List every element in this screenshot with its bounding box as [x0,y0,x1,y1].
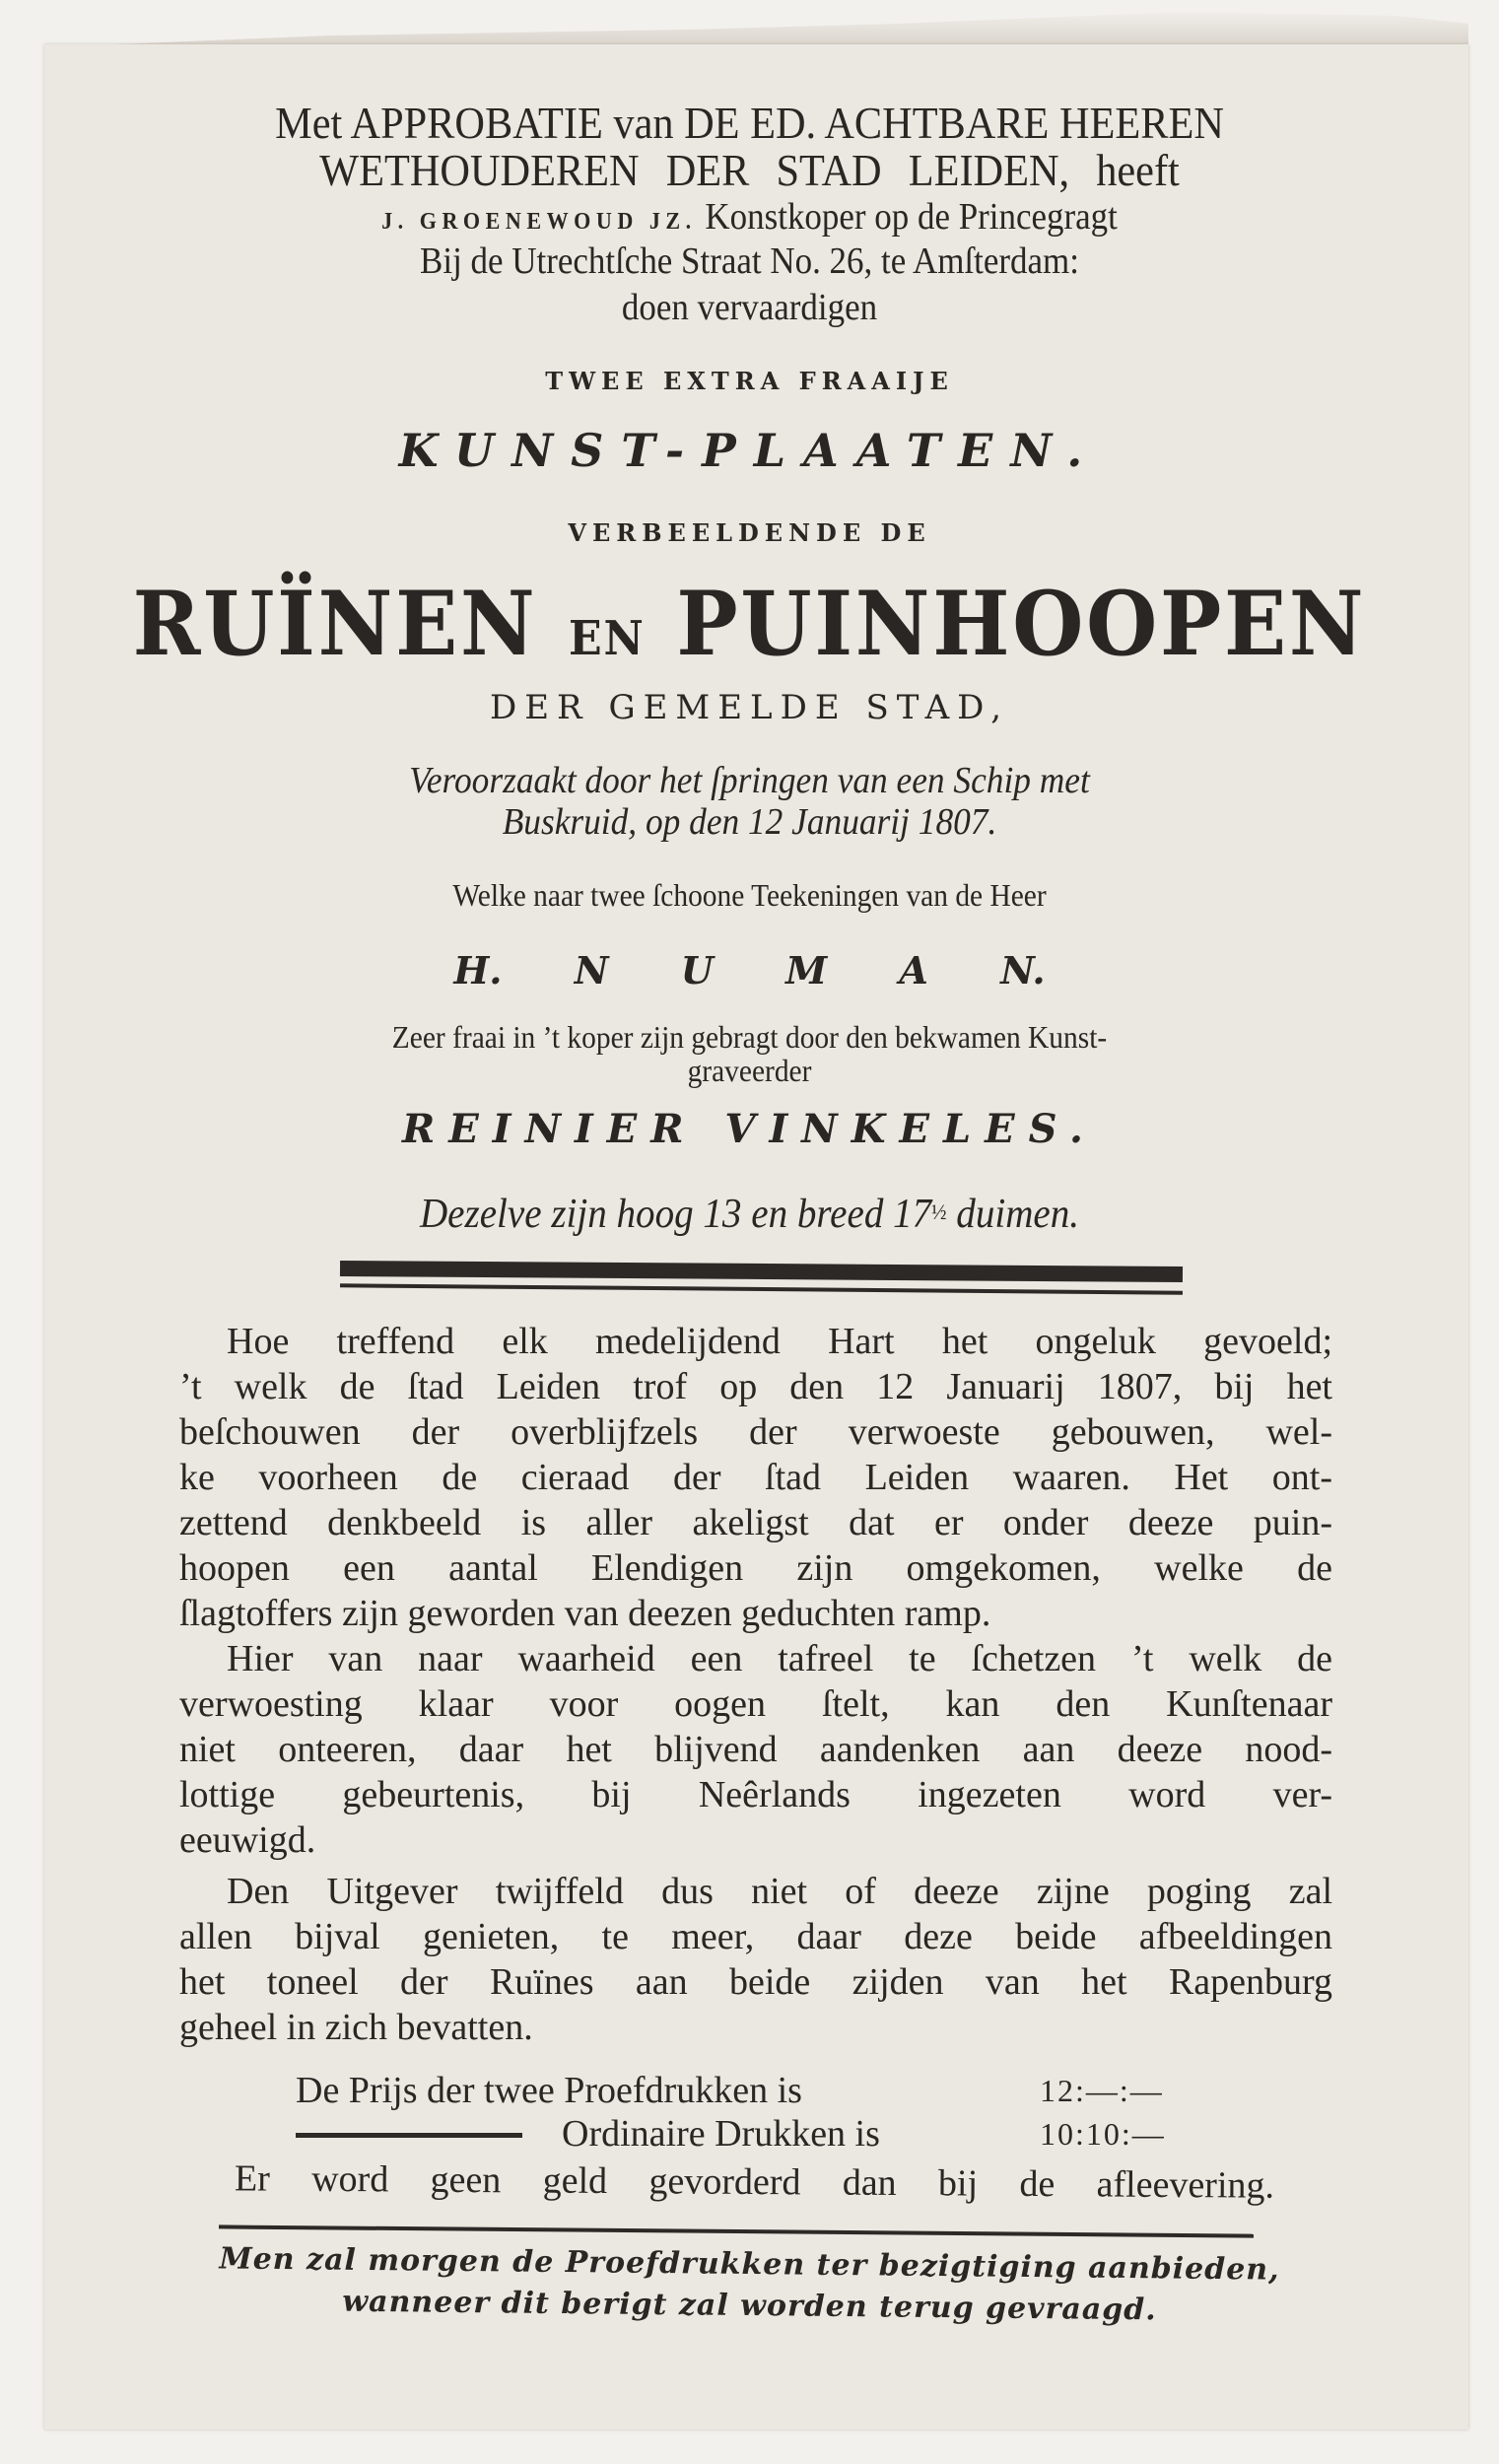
main-title-puinhoopen: PUINHOOPEN [676,572,1367,676]
dimensions-post: duimen. [946,1192,1080,1237]
paragraph-line: geheel in zich bevatten. [179,2007,533,2048]
paragraph-line: zettend denkbeeld is aller akeligst dat er onder deeze puin- [179,1502,1332,1543]
publisher-trade: Konstkoper op de Princegragt [705,196,1118,238]
paragraph-line: Hier van naar waarheid een tafreel te ſchetzen ’t welk de [227,1638,1332,1679]
paragraph-line: Hoe treffend elk medelijdend Hart het ongeluk gevoeld; [227,1321,1332,1362]
paragraph-line: hoopen een aantal Elendigen zijn omgekomen, welke de [179,1547,1332,1589]
artist-name: H. N U M A N. [453,948,1046,992]
price-amount-proof: 12:—:— [1040,2073,1164,2108]
publisher-line [60,195,1439,239]
dimensions-fraction: ½ [931,1199,947,1224]
engraving-line-2: graveerder [687,1053,812,1088]
subtitle-verbeeldende: VERBEELDENDE DE [568,518,931,547]
paragraph-line: verwoesting klaar voor oogen ſtelt, kan den Kunſtenaar [179,1683,1332,1725]
paragraph-line: lottige gebeurtenis, bij Neêrlands ingezeten word ver- [179,1774,1332,1815]
approbation-line-1: Met APPROBATIE van DE ED. ACHTBARE HEEREN [275,98,1224,148]
footer-note-2: wanneer dit berigt zal worden terug gevraagd. [342,2284,1157,2328]
footer-note-1: Men zal morgen de Proefdrukken ter bezigtiging aanbieden, [219,2241,1280,2288]
paragraph-line: beſchouwen der overblijfzels der verwoeste gebouwen, wel- [179,1411,1332,1453]
price-row-ordinary [296,2111,1281,2156]
paragraph-1 [179,1319,1332,1636]
dimensions-line [52,1191,1447,1238]
publisher-address: Bij de Utrechtſche Straat No. 26, te Amſterdam: [420,240,1079,282]
subtitle-kunst-plaaten: KUNST-PLAATEN. [398,424,1101,477]
main-title-ruinen: RUÏNEN [132,572,538,676]
paragraph-2 [179,1636,1332,1863]
drawings-line: Welke naar twee ſchoone Teekeningen van de Heer [452,877,1047,913]
cause-line-1: Veroorzaakt door het ſpringen van een Schip met [409,760,1090,801]
cause-line-2: Buskruid, op den 12 Januarij 1807. [502,801,997,843]
price-label-proof: De Prijs der twee Proefdrukken is [296,2070,802,2111]
paragraph-line: ſlagtoffers zijn geworden van deezen geduchten ramp. [179,1593,991,1634]
paragraph-line: ke voorheen de cieraad der ſtad Leiden waaren. Het ont- [179,1457,1332,1498]
payment-note: Er word geen geld gevorderd dan bij de afleevering. [234,2157,1275,2207]
publisher-name: J. GROENEWOUD JZ. [381,209,697,235]
paragraph-line: allen bijval genieten, te meer, daar deze beide afbeeldingen [179,1916,1332,1957]
commission-line: doen vervaardigen [621,287,878,328]
paragraph-line: het toneel der Ruïnes aan beide zijden van het Rapenburg [179,1961,1332,2003]
price-amount-ordinary: 10:10:— [1040,2116,1166,2152]
ditto-dash [296,2133,522,2138]
paragraph-line: niet onteeren, daar het blijvend aandenken aan deeze nood- [179,1729,1332,1770]
approbation-line-2: WETHOUDEREN DER STAD LEIDEN, heeft [319,145,1180,195]
price-label-ordinary: Ordinaire Drukken is [562,2113,880,2155]
paragraph-line: ’t welk de ſtad Leiden trof op den 12 Januarij 1807, bij het [179,1366,1332,1407]
engraver-name: REINIER VINKELES. [402,1106,1097,1152]
engraving-line-1: Zeer fraai in ’t koper zijn gebragt door den bekwamen Kunst- [391,1019,1108,1055]
subtitle-pre: TWEE EXTRA FRAAIJE [545,367,954,395]
price-row-proof [296,2068,1281,2113]
paragraph-3 [179,1869,1332,2050]
city-line: DER GEMELDE STAD, [489,688,1010,727]
paragraph-line: eeuwigd. [179,1819,316,1861]
dimensions-pre: Dezelve zijn hoog 13 en breed 17 [419,1192,932,1237]
paper-torn-edge [44,8,1468,47]
paragraph-line: Den Uitgever twijffeld dus niet of deeze zijne poging zal [227,1871,1332,1912]
main-title [60,572,1439,676]
main-title-en: EN [569,611,646,666]
